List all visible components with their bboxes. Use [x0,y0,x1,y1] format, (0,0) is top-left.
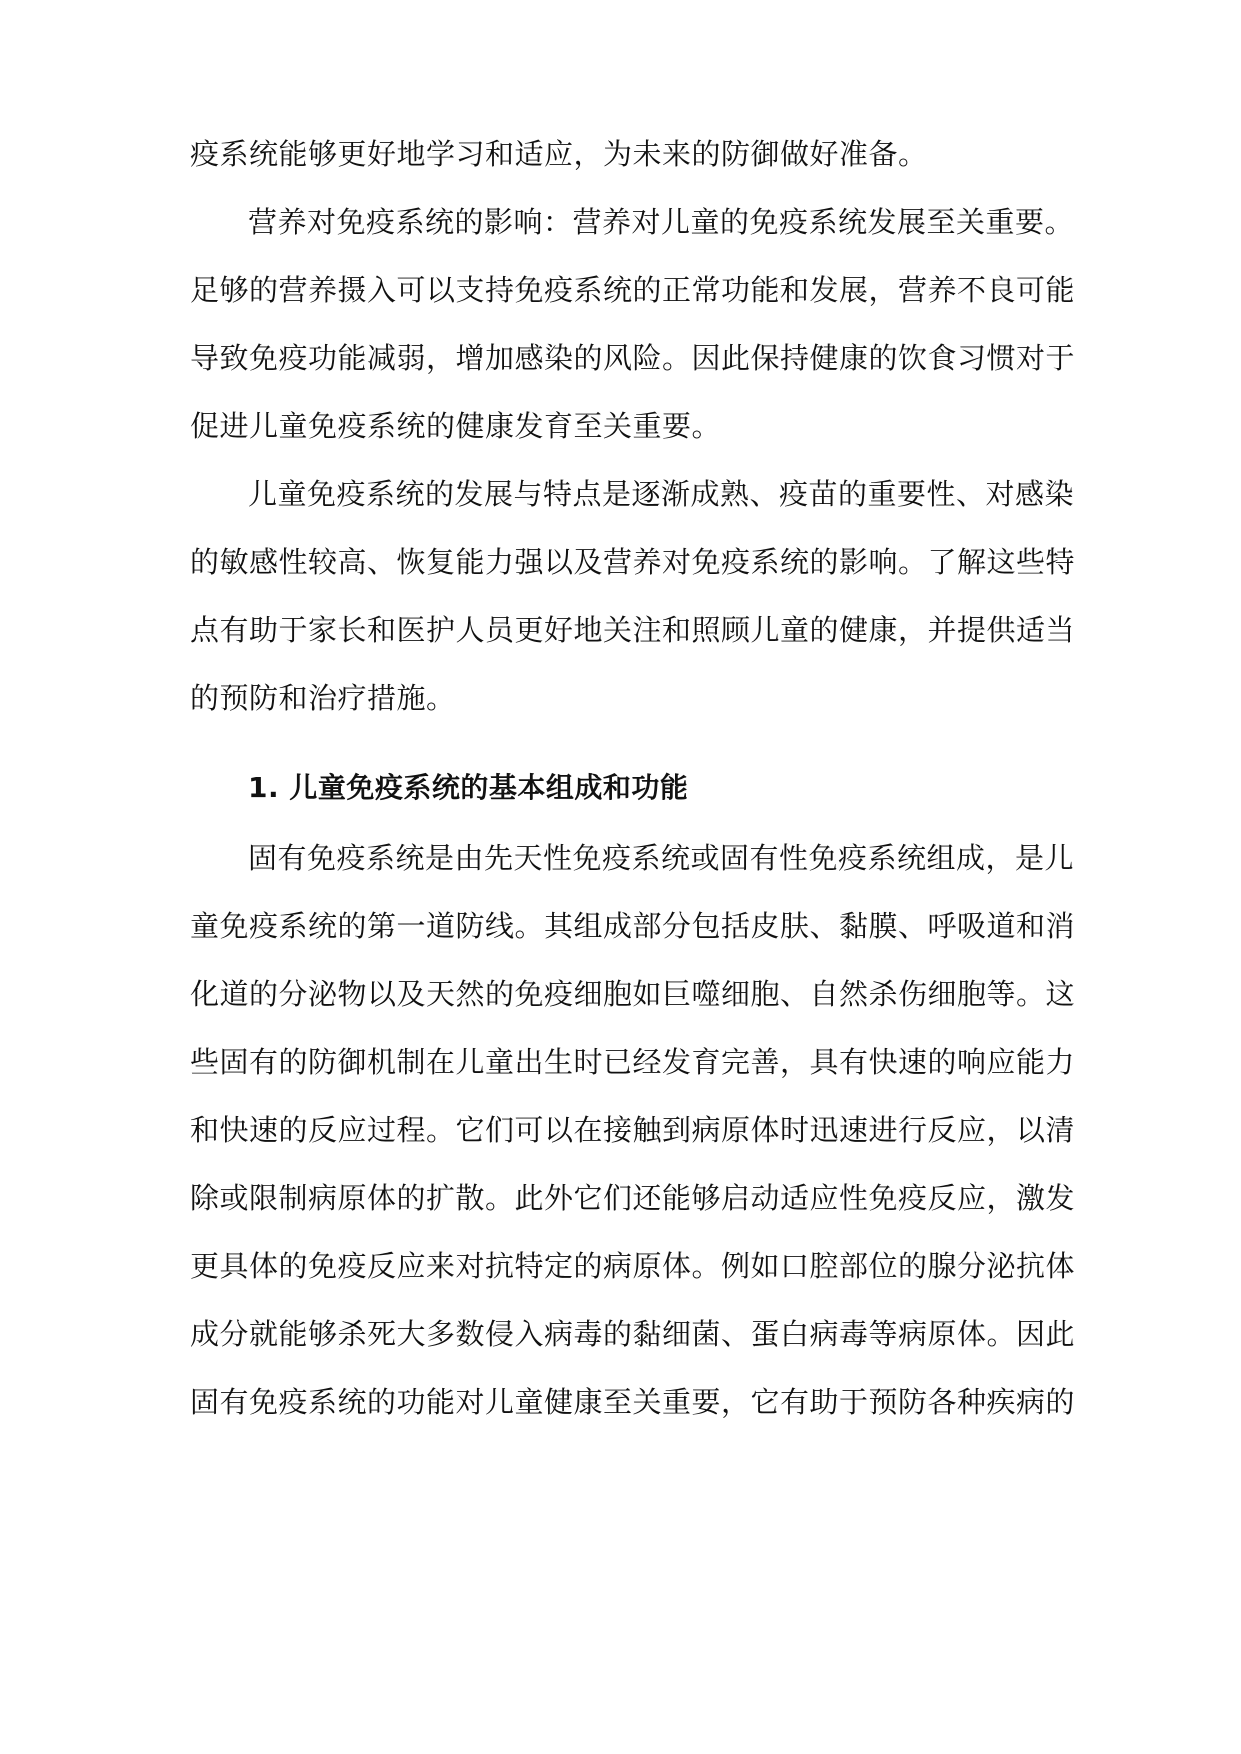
text-line: 点有助于家长和医护人员更好地关注和照顾儿童的健康，并提供适当 [190,613,1076,647]
text-line: 些固有的防御机制在儿童出生时已经发育完善，具有快速的响应能力 [190,1045,1076,1079]
text-line: 促进儿童免疫系统的健康发育至关重要。 [190,409,722,443]
text-line: 成分就能够杀死大多数侵入病毒的黏细菌、蛋白病毒等病原体。因此 [190,1317,1076,1351]
text-line: 营养对免疫系统的影响：营养对儿童的免疫系统发展至关重要。 [248,205,1075,239]
text-line: 足够的营养摄入可以支持免疫系统的正常功能和发展，营养不良可能 [190,273,1076,307]
text-line: 导致免疫功能减弱，增加感染的风险。因此保持健康的饮食习惯对于 [190,341,1076,375]
section-heading: 1. 儿童免疫系统的基本组成和功能 [248,771,689,804]
text-line: 固有免疫系统是由先天性免疫系统或固有性免疫系统组成，是儿 [248,841,1075,875]
text-line: 化道的分泌物以及天然的免疫细胞如巨噬细胞、自然杀伤细胞等。这 [190,977,1076,1011]
text-line: 和快速的反应过程。它们可以在接触到病原体时迅速进行反应，以清 [190,1113,1076,1147]
text-line: 疫系统能够更好地学习和适应，为未来的防御做好准备。 [190,137,928,171]
text-line: 的预防和治疗措施。 [190,681,456,715]
text-line: 固有免疫系统的功能对儿童健康至关重要，它有助于预防各种疾病的 [190,1385,1076,1419]
text-line: 的敏感性较高、恢复能力强以及营养对免疫系统的影响。了解这些特 [190,545,1076,579]
text-line: 更具体的免疫反应来对抗特定的病原体。例如口腔部位的腺分泌抗体 [190,1249,1076,1283]
text-line: 除或限制病原体的扩散。此外它们还能够启动适应性免疫反应，激发 [190,1181,1076,1215]
text-line: 童免疫系统的第一道防线。其组成部分包括皮肤、黏膜、呼吸道和消 [190,909,1076,943]
text-line: 儿童免疫系统的发展与特点是逐渐成熟、疫苗的重要性、对感染 [248,477,1075,511]
